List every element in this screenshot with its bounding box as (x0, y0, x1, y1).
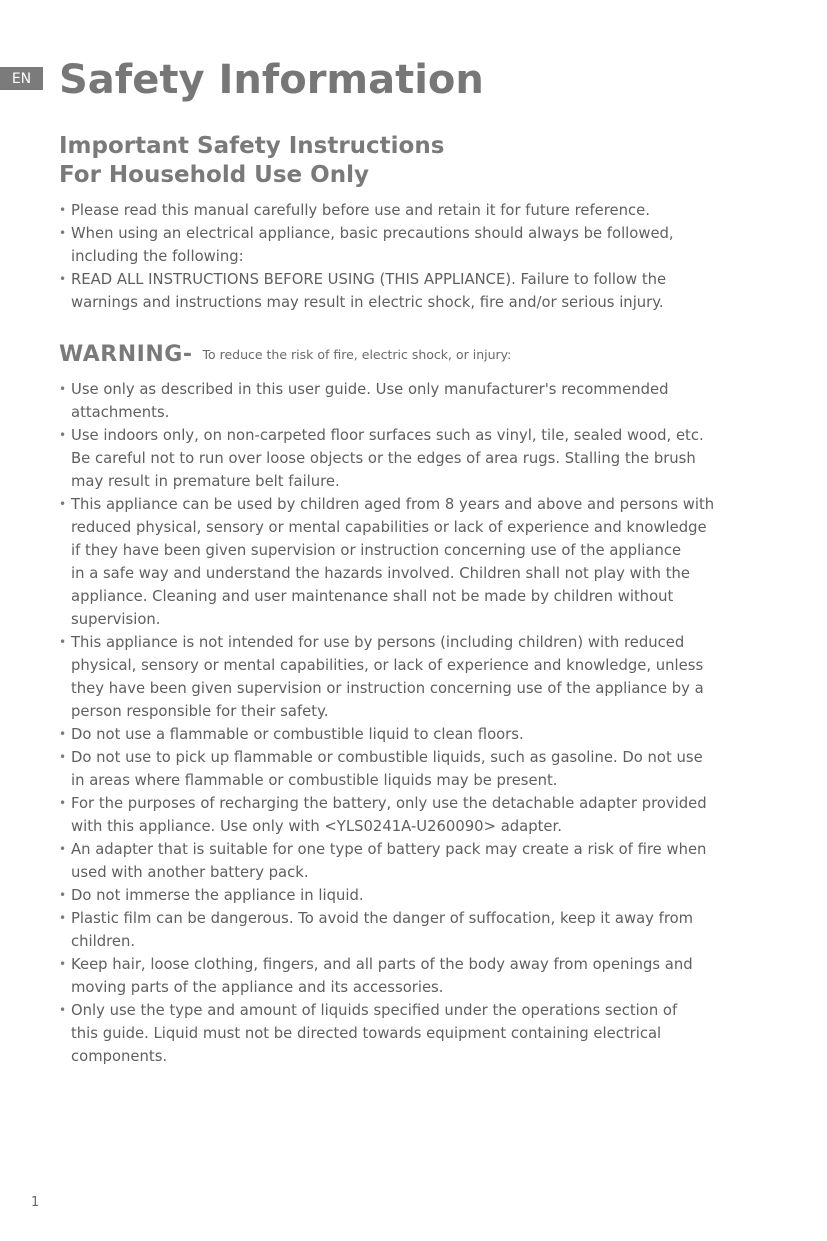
bullet-icon: • (59, 727, 67, 741)
list-item-line: supervision. (71, 611, 161, 628)
list-item-line: This appliance can be used by children aged from 8 years and above and persons with (71, 496, 715, 513)
list-item-line: An adapter that is suitable for one type of battery pack may create a risk of fire when (71, 841, 707, 858)
list-item-line: Use only as described in this user guide. Use only manufacturer's recommended (71, 381, 669, 398)
list-item-line: components. (71, 1048, 168, 1065)
page-number: 1 (31, 1195, 40, 1210)
intro-list (59, 199, 764, 314)
list-item-line: reduced physical, sensory or mental capabilities or lack of experience and knowledge (71, 519, 707, 536)
list-item-line: appliance. Cleaning and user maintenance shall not be made by children without (71, 588, 674, 605)
list-item-line: person responsible for their safety. (71, 703, 329, 720)
list-item-line: this guide. Liquid must not be directed towards equipment containing electrical (71, 1025, 662, 1042)
bullet-icon: • (59, 796, 67, 810)
list-item-line: they have been given supervision or instruction concerning use of the appliance by a (71, 680, 704, 697)
bullet-icon: • (59, 1003, 67, 1017)
list-item (59, 378, 764, 424)
list-item-line: may result in premature belt failure. (71, 473, 340, 490)
list-item (59, 838, 764, 884)
list-item-line: Do not use to pick up flammable or combustible liquids, such as gasoline. Do not use (71, 749, 703, 766)
list-item-line: When using an electrical appliance, basic precautions should always be followed, (71, 225, 674, 242)
bullet-icon: • (59, 842, 67, 856)
bullet-icon: • (59, 750, 67, 764)
list-item (59, 723, 764, 746)
list-item-line: children. (71, 933, 136, 950)
bullet-icon: • (59, 888, 67, 902)
list-item (59, 907, 764, 953)
list-item (59, 746, 764, 792)
list-item-line: This appliance is not intended for use by persons (including children) with reduced (71, 634, 685, 651)
list-item-line: Please read this manual carefully before use and retain it for future reference. (71, 202, 650, 219)
bullet-icon: • (59, 226, 67, 240)
list-item-line: attachments. (71, 404, 170, 421)
list-item (59, 884, 764, 907)
list-item-line: in areas where flammable or combustible liquids may be present. (71, 772, 558, 789)
bullet-icon: • (59, 911, 67, 925)
list-item (59, 792, 764, 838)
list-item (59, 424, 764, 493)
bullet-icon: • (59, 635, 67, 649)
list-item-line: with this appliance. Use only with <YLS0241A-U260090> adapter. (71, 818, 562, 835)
list-item (59, 222, 764, 268)
section-title-line-2: For Household Use Only (59, 162, 369, 188)
warning-text: To reduce the risk of fire, electric shock, or injury: (202, 347, 512, 362)
bullet-icon: • (59, 272, 67, 286)
list-item-line: in a safe way and understand the hazards involved. Children shall not play with the (71, 565, 690, 582)
section-title (59, 132, 444, 190)
list-item-line: Be careful not to run over loose objects or the edges of area rugs. Stalling the brush (71, 450, 696, 467)
list-item-line: physical, sensory or mental capabilities, or lack of experience and knowledge, unless (71, 657, 704, 674)
list-item-line: Do not use a flammable or combustible liquid to clean floors. (71, 726, 524, 743)
list-item (59, 999, 764, 1068)
warning-label: WARNING- (59, 342, 193, 367)
list-item-line: Use indoors only, on non-carpeted floor surfaces such as vinyl, tile, sealed wood, etc. (71, 427, 704, 444)
list-item (59, 953, 764, 999)
list-item-line: Do not immerse the appliance in liquid. (71, 887, 364, 904)
section-title-line-1: Important Safety Instructions (59, 133, 445, 159)
list-item-line: Only use the type and amount of liquids specified under the operations section of (71, 1002, 678, 1019)
list-item-line: For the purposes of recharging the battery, only use the detachable adapter provided (71, 795, 707, 812)
list-item-line: if they have been given supervision or instruction concerning use of the appliance (71, 542, 682, 559)
warning-heading (59, 342, 511, 367)
list-item-line: READ ALL INSTRUCTIONS BEFORE USING (THIS APPLIANCE). Failure to follow the (71, 271, 667, 288)
list-item-line: including the following: (71, 248, 244, 265)
list-item-line: used with another battery pack. (71, 864, 309, 881)
list-item (59, 199, 764, 222)
page-title: Safety Information (59, 57, 484, 103)
bullet-icon: • (59, 203, 67, 217)
warning-list (59, 378, 764, 1068)
bullet-icon: • (59, 497, 67, 511)
bullet-icon: • (59, 428, 67, 442)
bullet-icon: • (59, 957, 67, 971)
list-item-line: Keep hair, loose clothing, fingers, and all parts of the body away from openings and (71, 956, 693, 973)
list-item (59, 631, 764, 723)
list-item-line: warnings and instructions may result in electric shock, fire and/or serious injury. (71, 294, 664, 311)
list-item (59, 268, 764, 314)
list-item-line: Plastic film can be dangerous. To avoid the danger of suffocation, keep it away from (71, 910, 694, 927)
list-item (59, 493, 764, 631)
bullet-icon: • (59, 382, 67, 396)
language-tag: EN (0, 67, 43, 90)
list-item-line: moving parts of the appliance and its accessories. (71, 979, 444, 996)
